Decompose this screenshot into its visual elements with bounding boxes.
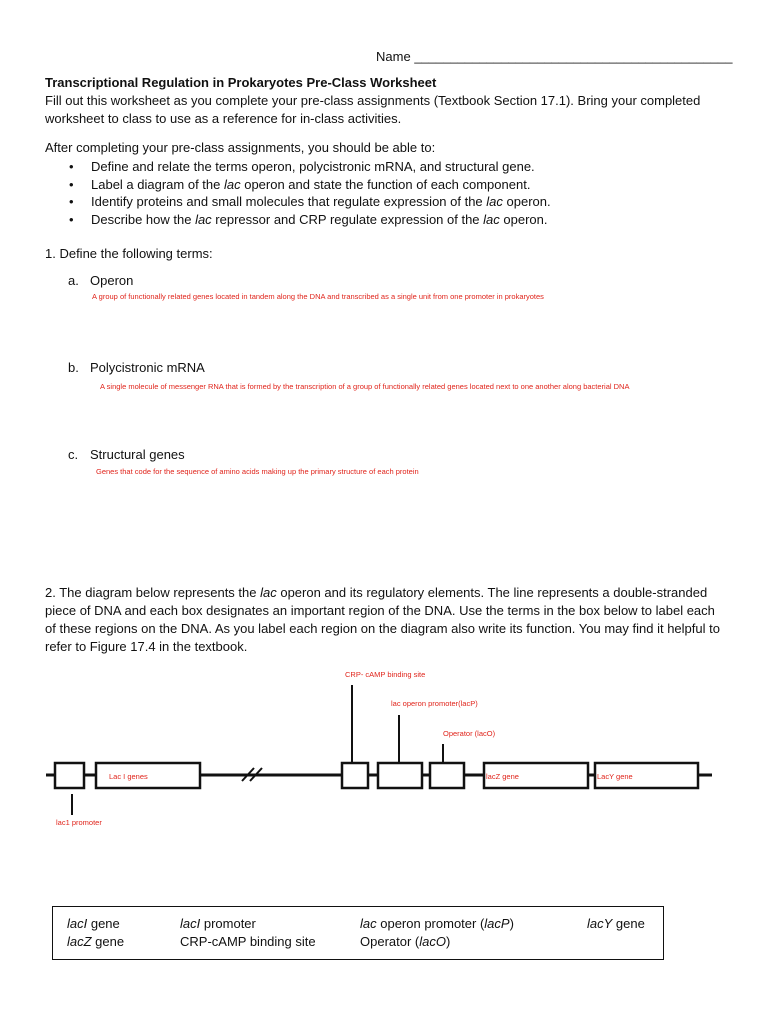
intro-text: Fill out this worksheet as you complete your pre-class assignments (Textbook Section 17.1). Bring your completed worksheet to class to use as a reference for in-class activities.	[45, 93, 701, 126]
operator-box	[430, 763, 464, 788]
word-bank-box	[52, 906, 664, 960]
term-operon: a. Operon	[68, 273, 134, 288]
q2-prompt: 2. The diagram below represents the lac operon and its regulatory elements. The line represents a double-stranded piece of DNA and each box designates an important region of the DNA. Use the terms in the box below to label each of these regions on the DNA. As you label each region on the diagram also write its function. You may find it helpful to refer to Figure 17.4 in the textbook.	[45, 585, 720, 654]
label-promoter[interactable]: lac operon promoter(lacP)	[391, 699, 478, 708]
answer-polycistronic[interactable]: A single molecule of messenger RNA that is formed by the transcription of a group of functionally related genes located next to one another along bacterial DNA	[100, 382, 630, 391]
answer-operon[interactable]: A group of functionally related genes located in tandem along the DNA and transcribed as a single unit from one promoter in prokaryotes	[92, 292, 544, 301]
label-laci-promoter[interactable]: lac1 promoter	[56, 818, 102, 827]
name-label: Name	[376, 49, 411, 64]
objectives-lead: After completing your pre-class assignments, you should be able to:	[45, 140, 436, 155]
label-crp-site[interactable]: CRP- cAMP binding site	[345, 670, 426, 679]
word-laci-gene: lacI gene	[67, 916, 120, 931]
term-structural: c. Structural genes	[68, 447, 185, 462]
objective-item: • Identify proteins and small molecules that regulate expression of the lac operon.	[45, 193, 735, 211]
answer-structural[interactable]: Genes that code for the sequence of amino acids making up the primary structure of each protein	[96, 467, 419, 476]
word-lac-promoter: lac operon promoter (lacP)	[360, 916, 514, 931]
word-laci-promoter: lacI promoter	[180, 916, 256, 931]
name-field[interactable]	[376, 48, 732, 66]
worksheet-title: Transcriptional Regulation in Prokaryotes Pre-Class Worksheet	[45, 75, 437, 90]
laci-promoter-box	[55, 763, 84, 788]
term-polycistronic: b. Polycistronic mRNA	[68, 360, 205, 375]
q1-prompt: 1. Define the following terms:	[45, 246, 213, 261]
lac-operon-diagram	[40, 668, 730, 838]
promoter-box	[378, 763, 422, 788]
objective-item: • Label a diagram of the lac operon and state the function of each component.	[45, 176, 735, 194]
word-lacy-gene: lacY gene	[587, 916, 645, 931]
crp-site-box	[342, 763, 368, 788]
label-lacy[interactable]: LacY gene	[597, 772, 633, 781]
label-operator[interactable]: Operator (lacO)	[443, 729, 496, 738]
label-laci-genes[interactable]: Lac I genes	[109, 772, 148, 781]
word-lacz-gene: lacZ gene	[67, 934, 125, 949]
dna-diagram-svg	[40, 668, 730, 838]
word-operator: Operator (lacO)	[360, 934, 451, 949]
objective-item: • Describe how the lac repressor and CRP regulate expression of the lac operon.	[45, 211, 735, 229]
label-lacz[interactable]: lacZ gene	[486, 772, 519, 781]
name-line: ____________________________________________	[414, 49, 733, 64]
word-crp-site: CRP-cAMP binding site	[180, 934, 316, 949]
objectives-list	[45, 158, 735, 228]
objective-item: • Define and relate the terms operon, polycistronic mRNA, and structural gene.	[45, 158, 735, 176]
